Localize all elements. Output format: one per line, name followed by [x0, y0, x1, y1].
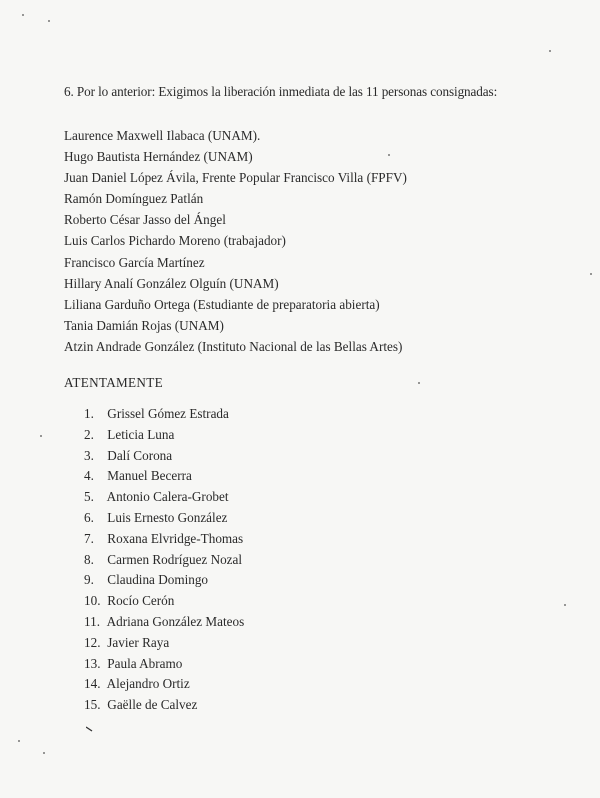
- signatory: [84, 550, 244, 571]
- detained-person: Juan Daniel López Ávila, Frente Popular Francisco Villa (FPFV): [64, 170, 407, 186]
- detained-person: Roberto César Jasso del Ángel: [64, 212, 226, 228]
- signatory-number: 11.: [84, 613, 100, 629]
- signatory: [84, 674, 244, 695]
- signatory: [84, 487, 244, 508]
- detained-person: Ramón Domínguez Patlán: [64, 191, 204, 207]
- signatory-name: Grissel Gómez Estrada: [107, 406, 229, 421]
- signatory-number: 9.: [84, 572, 94, 588]
- signatory-name: Dalí Corona: [107, 447, 173, 463]
- signatory: [84, 695, 244, 716]
- detained-person: Hillary Analí González Olguín (UNAM): [64, 275, 279, 291]
- signatory-name: Roxana Elvridge-Thomas: [107, 530, 244, 546]
- signatory-name: Luis Ernesto González: [107, 509, 228, 525]
- signatory: [84, 446, 244, 467]
- detained-person: Tania Damián Rojas (UNAM): [64, 317, 224, 333]
- signatory-number: 12.: [84, 634, 101, 650]
- signatory: [84, 425, 244, 446]
- scan-speck: [549, 50, 551, 52]
- signatory-name: Javier Raya: [107, 634, 170, 650]
- signatory: [84, 570, 244, 591]
- signatory: [84, 404, 244, 425]
- pen-mark-icon: [86, 726, 94, 732]
- closing-heading: ATENTAMENTE: [64, 375, 163, 390]
- signatory-number: 15.: [84, 697, 101, 713]
- scan-speck: [18, 740, 20, 742]
- signatory: [84, 633, 244, 654]
- signatory-number: 8.: [84, 551, 94, 567]
- signatory-name: Manuel Becerra: [107, 468, 192, 484]
- signatory-name: Claudina Domingo: [107, 572, 209, 588]
- signatory-number: 14.: [84, 676, 101, 692]
- signatory-number: 3.: [84, 447, 94, 463]
- detained-persons-list: [64, 125, 407, 357]
- signatory-name: Gaëlle de Calvez: [107, 697, 198, 713]
- scan-speck: [590, 273, 592, 275]
- detained-person: Francisco García Martínez: [64, 254, 205, 270]
- signatory: [84, 612, 244, 633]
- signatories-list: [84, 404, 244, 716]
- detained-person: Atzin Andrade González (Instituto Nacional de las Bellas Artes): [64, 338, 403, 354]
- scan-speck: [564, 604, 566, 606]
- signatory-number: 6.: [84, 509, 94, 525]
- detained-person: Laurence Maxwell Ilabaca (UNAM).: [64, 128, 261, 143]
- detained-person: Hugo Bautista Hernández (UNAM): [64, 149, 253, 165]
- detained-person: Luis Carlos Pichardo Moreno (trabajador): [64, 233, 286, 249]
- scan-speck: [418, 382, 420, 384]
- signatory-number: 13.: [84, 655, 101, 671]
- signatory-number: 2.: [84, 426, 94, 442]
- signatory-number: 10.: [84, 593, 101, 609]
- scan-speck: [48, 20, 50, 22]
- scan-speck: [40, 435, 42, 437]
- demand-paragraph: 6. Por lo anterior: Exigimos la liberación inmediata de las 11 personas consignadas:: [64, 84, 498, 99]
- signatory-number: 4.: [84, 468, 94, 484]
- signatory-number: 5.: [84, 489, 94, 505]
- signatory-name: Antonio Calera-Grobet: [106, 489, 229, 505]
- signatory-number: 1.: [84, 406, 94, 421]
- signatory-number: 7.: [84, 530, 94, 546]
- detained-person: Liliana Garduño Ortega (Estudiante de preparatoria abierta): [64, 296, 380, 312]
- signatory: [84, 591, 244, 612]
- signatory: [84, 508, 244, 529]
- signatory: [84, 466, 244, 487]
- signatory-name: Rocío Cerón: [107, 593, 175, 609]
- signatory: [84, 654, 244, 675]
- signatory: [84, 529, 244, 550]
- scan-speck: [43, 752, 45, 754]
- scan-speck: [22, 14, 24, 16]
- signatory-name: Adriana González Mateos: [106, 613, 245, 629]
- signatory-name: Alejandro Ortiz: [106, 676, 190, 692]
- signatory-name: Carmen Rodríguez Nozal: [107, 551, 243, 567]
- signatory-name: Paula Abramo: [107, 655, 183, 671]
- signatory-name: Leticia Luna: [107, 426, 175, 442]
